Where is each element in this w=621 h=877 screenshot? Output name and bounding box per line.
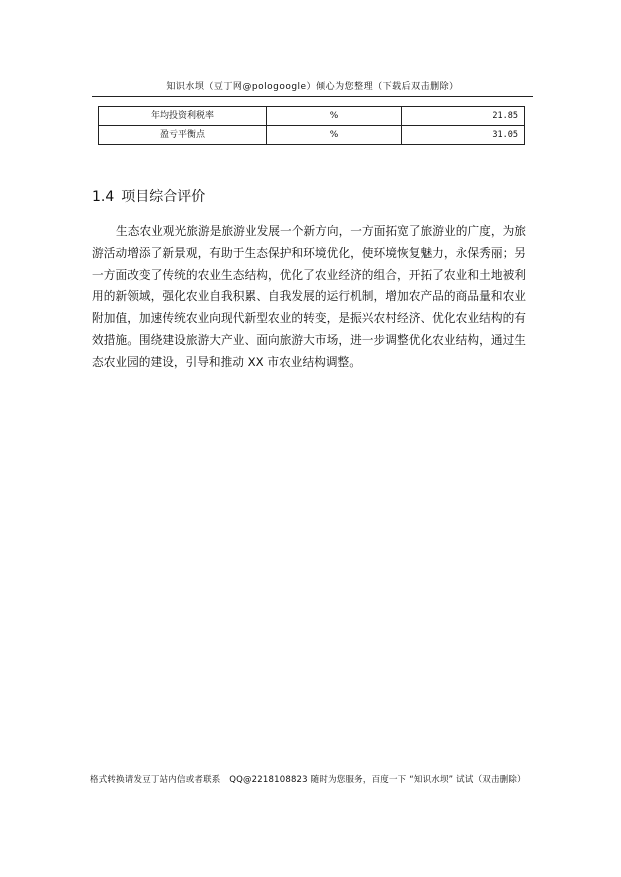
page-footer: 格式转换请发豆丁站内信或者联系 QQ@2218108823 随时为您服务，百度一下 “知识水坝” 试试（双击删除） bbox=[90, 775, 526, 785]
section-title-text: 项目综合评价 bbox=[121, 189, 206, 205]
table-cell-value: 31.05 bbox=[402, 126, 525, 145]
table-row bbox=[99, 107, 525, 126]
table-cell-unit: % bbox=[267, 107, 402, 126]
section-number: 1.4 bbox=[92, 189, 115, 205]
page-header: 知识水坝（豆丁网@pologoogle）倾心为您整理（下载后双击删除） bbox=[166, 82, 459, 92]
table-cell-name: 盈亏平衡点 bbox=[99, 126, 267, 145]
body-paragraph: 生态农业观光旅游是旅游业发展一个新方向，一方面拓宽了旅游业的广度，为旅游活动增添了新景观，有助于生态保护和环境优化，使环境恢复魅力，永保秀丽；另一方面改变了传统的农业生态结构，优化了农业经济的组合，开拓了农业和土地被利用的新领域，强化农业自我积累、自我发展的运行机制，增加农产品的商品量和农业附加值，加速传统农业向现代新型农业的转变，是振兴农村经济、优化农业结构的有效措施。围绕建设旅游大产业、面向旅游大市场，进一步调整优化农业结构，通过生态农业园的建设，引导和推动 XX 市农业结构调整。 bbox=[92, 224, 526, 369]
table-cell-name: 年均投资利税率 bbox=[99, 107, 267, 126]
table-cell-value: 21.85 bbox=[402, 107, 525, 126]
metrics-table bbox=[98, 106, 525, 145]
body-paragraph-block bbox=[92, 221, 526, 374]
header-divider bbox=[92, 96, 533, 97]
section-heading bbox=[92, 189, 205, 205]
table-row bbox=[99, 126, 525, 145]
table-cell-unit: % bbox=[267, 126, 402, 145]
